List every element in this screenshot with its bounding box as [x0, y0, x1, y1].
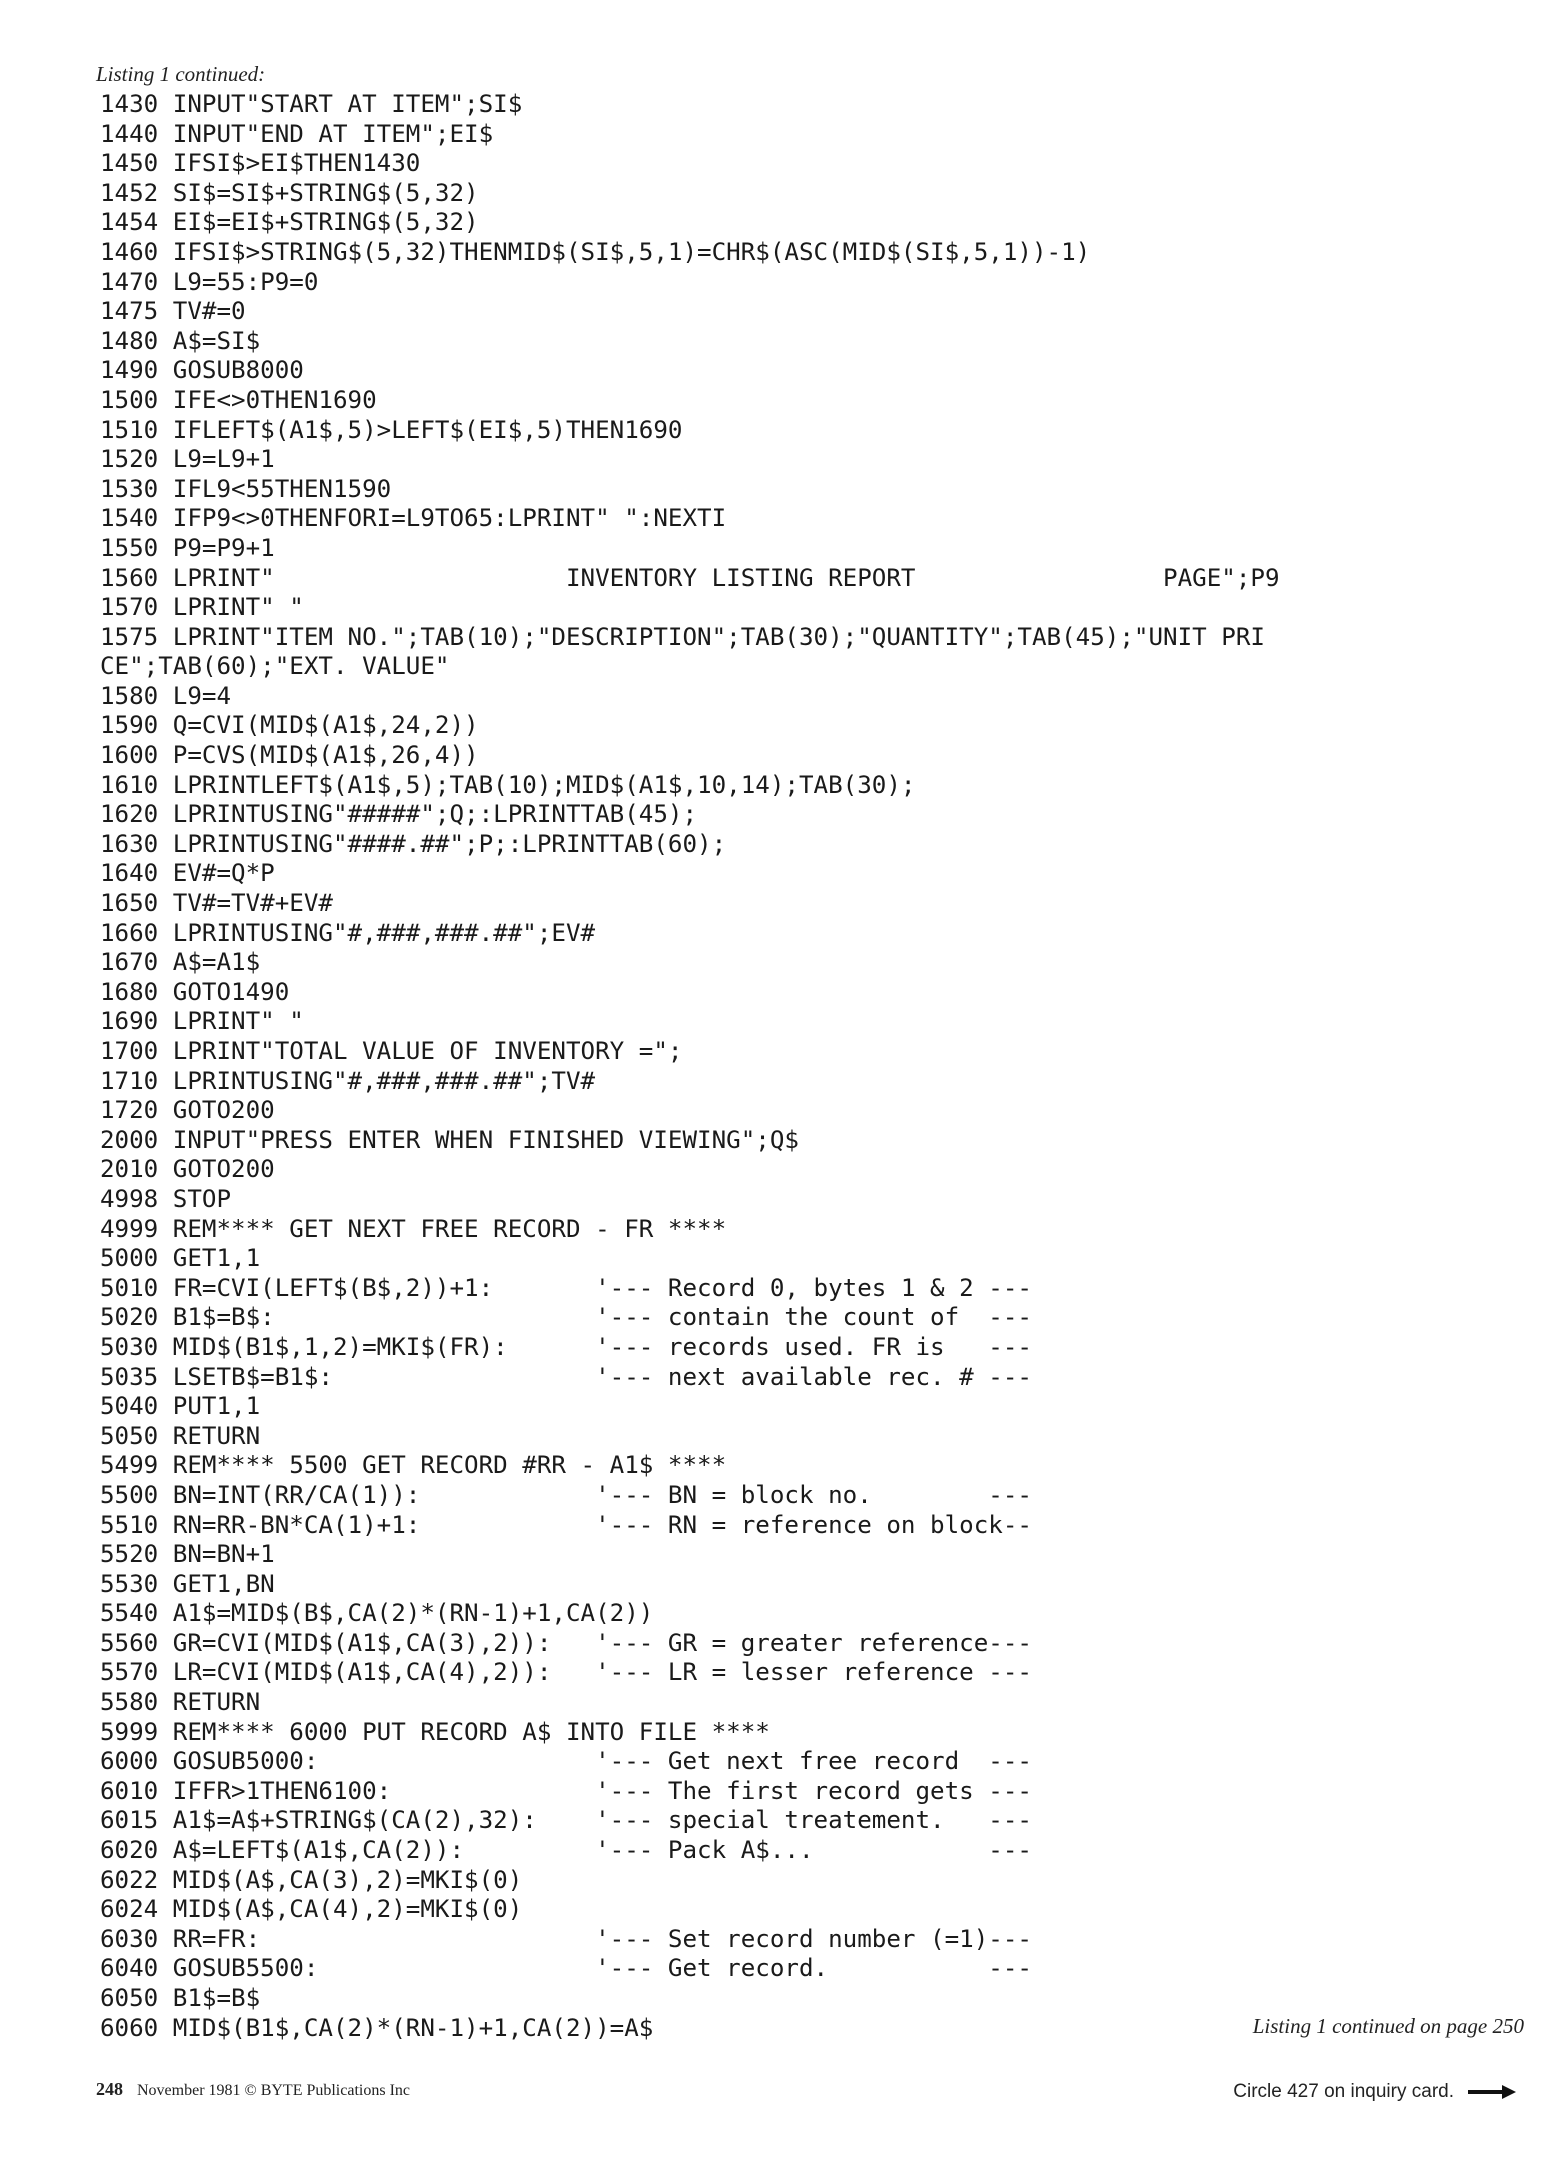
- code-line: 5510 RN=RR-BN*CA(1)+1: '--- RN = reference on block--: [100, 1510, 1032, 1539]
- code-line: 1440 INPUT"END AT ITEM";EI$: [100, 119, 494, 148]
- code-line: 1670 A$=A1$: [100, 948, 261, 977]
- continuation-note: Listing 1 continued on page 250: [1252, 2014, 1524, 2038]
- code-line: 5540 A1$=MID$(B$,CA(2)*(RN-1)+1,CA(2)): [100, 1599, 654, 1628]
- code-line: 6040 GOSUB5500: '--- Get record. ---: [100, 1954, 1032, 1983]
- arrow-right-icon: [1468, 2085, 1516, 2099]
- code-line: 2000 INPUT"PRESS ENTER WHEN FINISHED VIEWING";Q$: [100, 1125, 799, 1154]
- code-line: 1580 L9=4: [100, 681, 232, 710]
- code-line: 1640 EV#=Q*P: [100, 859, 275, 888]
- code-line: 5000 GET1,1: [100, 1244, 261, 1273]
- code-line: 1690 LPRINT" ": [100, 1007, 304, 1036]
- code-line: 1680 GOTO1490: [100, 977, 290, 1006]
- code-line: 1490 GOSUB8000: [100, 356, 304, 385]
- code-line: 1450 IFSI$>EI$THEN1430: [100, 149, 421, 178]
- code-line: 5035 LSETB$=B1$: '--- next available rec. # ---: [100, 1362, 1032, 1391]
- code-line: 5500 BN=INT(RR/CA(1)): '--- BN = block no. ---: [100, 1480, 1032, 1509]
- code-line: 6024 MID$(A$,CA(4),2)=MKI$(0): [100, 1895, 523, 1924]
- code-line: 1520 L9=L9+1: [100, 445, 275, 474]
- code-line: 1610 LPRINTLEFT$(A1$,5);TAB(10);MID$(A1$,10,14);TAB(30);: [100, 770, 916, 799]
- inquiry-text: Circle 427 on inquiry card.: [1233, 2081, 1454, 2102]
- code-line: 1590 Q=CVI(MID$(A1$,24,2)): [100, 711, 479, 740]
- code-line: 5030 MID$(B1$,1,2)=MKI$(FR): '--- records used. FR is ---: [100, 1332, 1032, 1361]
- code-line: 1530 IFL9<55THEN1590: [100, 474, 392, 503]
- code-line: 1620 LPRINTUSING"#####";Q;:LPRINTTAB(45);: [100, 800, 698, 829]
- code-line: 1720 GOTO200: [100, 1096, 275, 1125]
- code-line: 5530 GET1,BN: [100, 1569, 275, 1598]
- page-footer: [96, 2079, 410, 2100]
- code-line: 5020 B1$=B$: '--- contain the count of ---: [100, 1303, 1032, 1332]
- code-line: 1600 P=CVS(MID$(A1$,26,4)): [100, 741, 479, 770]
- code-line: 2010 GOTO200: [100, 1155, 275, 1184]
- code-line: 6015 A1$=A$+STRING$(CA(2),32): '--- special treatement. ---: [100, 1806, 1032, 1835]
- page-number: 248: [96, 2079, 123, 2099]
- code-line: 1550 P9=P9+1: [100, 533, 275, 562]
- code-line: 6000 GOSUB5000: '--- Get next free record ---: [100, 1747, 1032, 1776]
- code-line: 5570 LR=CVI(MID$(A1$,CA(4),2)): '--- LR = lesser reference ---: [100, 1658, 1032, 1687]
- code-listing: [100, 90, 1540, 2043]
- code-line: CE";TAB(60);"EXT. VALUE": [100, 652, 450, 681]
- code-line: 1454 EI$=EI$+STRING$(5,32): [100, 208, 479, 237]
- code-line: 5010 FR=CVI(LEFT$(B$,2))+1: '--- Record 0, bytes 1 & 2 ---: [100, 1273, 1032, 1302]
- code-line: 5050 RETURN: [100, 1421, 261, 1450]
- code-line: 1660 LPRINTUSING"#,###,###.##";EV#: [100, 918, 596, 947]
- code-line: 6020 A$=LEFT$(A1$,CA(2)): '--- Pack A$... ---: [100, 1836, 1032, 1865]
- inquiry-note: [1233, 2081, 1516, 2103]
- code-line: 1510 IFLEFT$(A1$,5)>LEFT$(EI$,5)THEN1690: [100, 415, 683, 444]
- code-line: 1500 IFE<>0THEN1690: [100, 385, 377, 414]
- code-line: 4998 STOP: [100, 1184, 232, 1213]
- code-line: 1650 TV#=TV#+EV#: [100, 889, 333, 918]
- code-line: 1700 LPRINT"TOTAL VALUE OF INVENTORY =";: [100, 1037, 683, 1065]
- code-line: 1710 LPRINTUSING"#,###,###.##";TV#: [100, 1066, 596, 1095]
- code-line: 6050 B1$=B$: [100, 1984, 261, 2012]
- code-line: 1540 IFP9<>0THENFORI=L9TO65:LPRINT" ":NEXTI: [100, 504, 727, 533]
- code-line: 1470 L9=55:P9=0: [100, 267, 319, 296]
- code-line: 1480 A$=SI$: [100, 326, 261, 355]
- code-line: 1570 LPRINT" ": [100, 593, 304, 622]
- code-line: 4999 REM**** GET NEXT FREE RECORD - FR ****: [100, 1214, 727, 1243]
- code-line: 1575 LPRINT"ITEM NO.";TAB(10);"DESCRIPTION";TAB(30);"QUANTITY";TAB(45);"UNIT PRI: [100, 622, 1265, 651]
- code-line: 5520 BN=BN+1: [100, 1540, 275, 1569]
- code-line: 6060 MID$(B1$,CA(2)*(RN-1)+1,CA(2))=A$: [100, 2013, 654, 2042]
- code-line: 5560 GR=CVI(MID$(A1$,CA(3),2)): '--- GR = greater reference---: [100, 1628, 1032, 1657]
- code-line: 1630 LPRINTUSING"####.##";P;:LPRINTTAB(60);: [100, 829, 727, 858]
- code-line: 1452 SI$=SI$+STRING$(5,32): [100, 178, 479, 207]
- code-line: 5040 PUT1,1: [100, 1392, 261, 1421]
- code-line: 1430 INPUT"START AT ITEM";SI$: [100, 90, 523, 118]
- code-line: 1475 TV#=0: [100, 297, 246, 326]
- code-line: 6030 RR=FR: '--- Set record number (=1)---: [100, 1924, 1032, 1953]
- code-line: 6022 MID$(A$,CA(3),2)=MKI$(0): [100, 1865, 523, 1894]
- code-line: 6010 IFFR>1THEN6100: '--- The first record gets ---: [100, 1776, 1032, 1805]
- code-line: 1460 IFSI$>STRING$(5,32)THENMID$(SI$,5,1)=CHR$(ASC(MID$(SI$,5,1))-1): [100, 237, 1091, 266]
- publication-info: November 1981 © BYTE Publications Inc: [137, 2082, 410, 2099]
- code-line: 5999 REM**** 6000 PUT RECORD A$ INTO FILE ****: [100, 1717, 770, 1746]
- listing-caption: Listing 1 continued:: [96, 62, 266, 86]
- code-line: 1560 LPRINT" INVENTORY LISTING REPORT PAGE";P9: [100, 563, 1280, 592]
- code-line: 5499 REM**** 5500 GET RECORD #RR - A1$ ****: [100, 1451, 727, 1480]
- code-line: 5580 RETURN: [100, 1688, 261, 1717]
